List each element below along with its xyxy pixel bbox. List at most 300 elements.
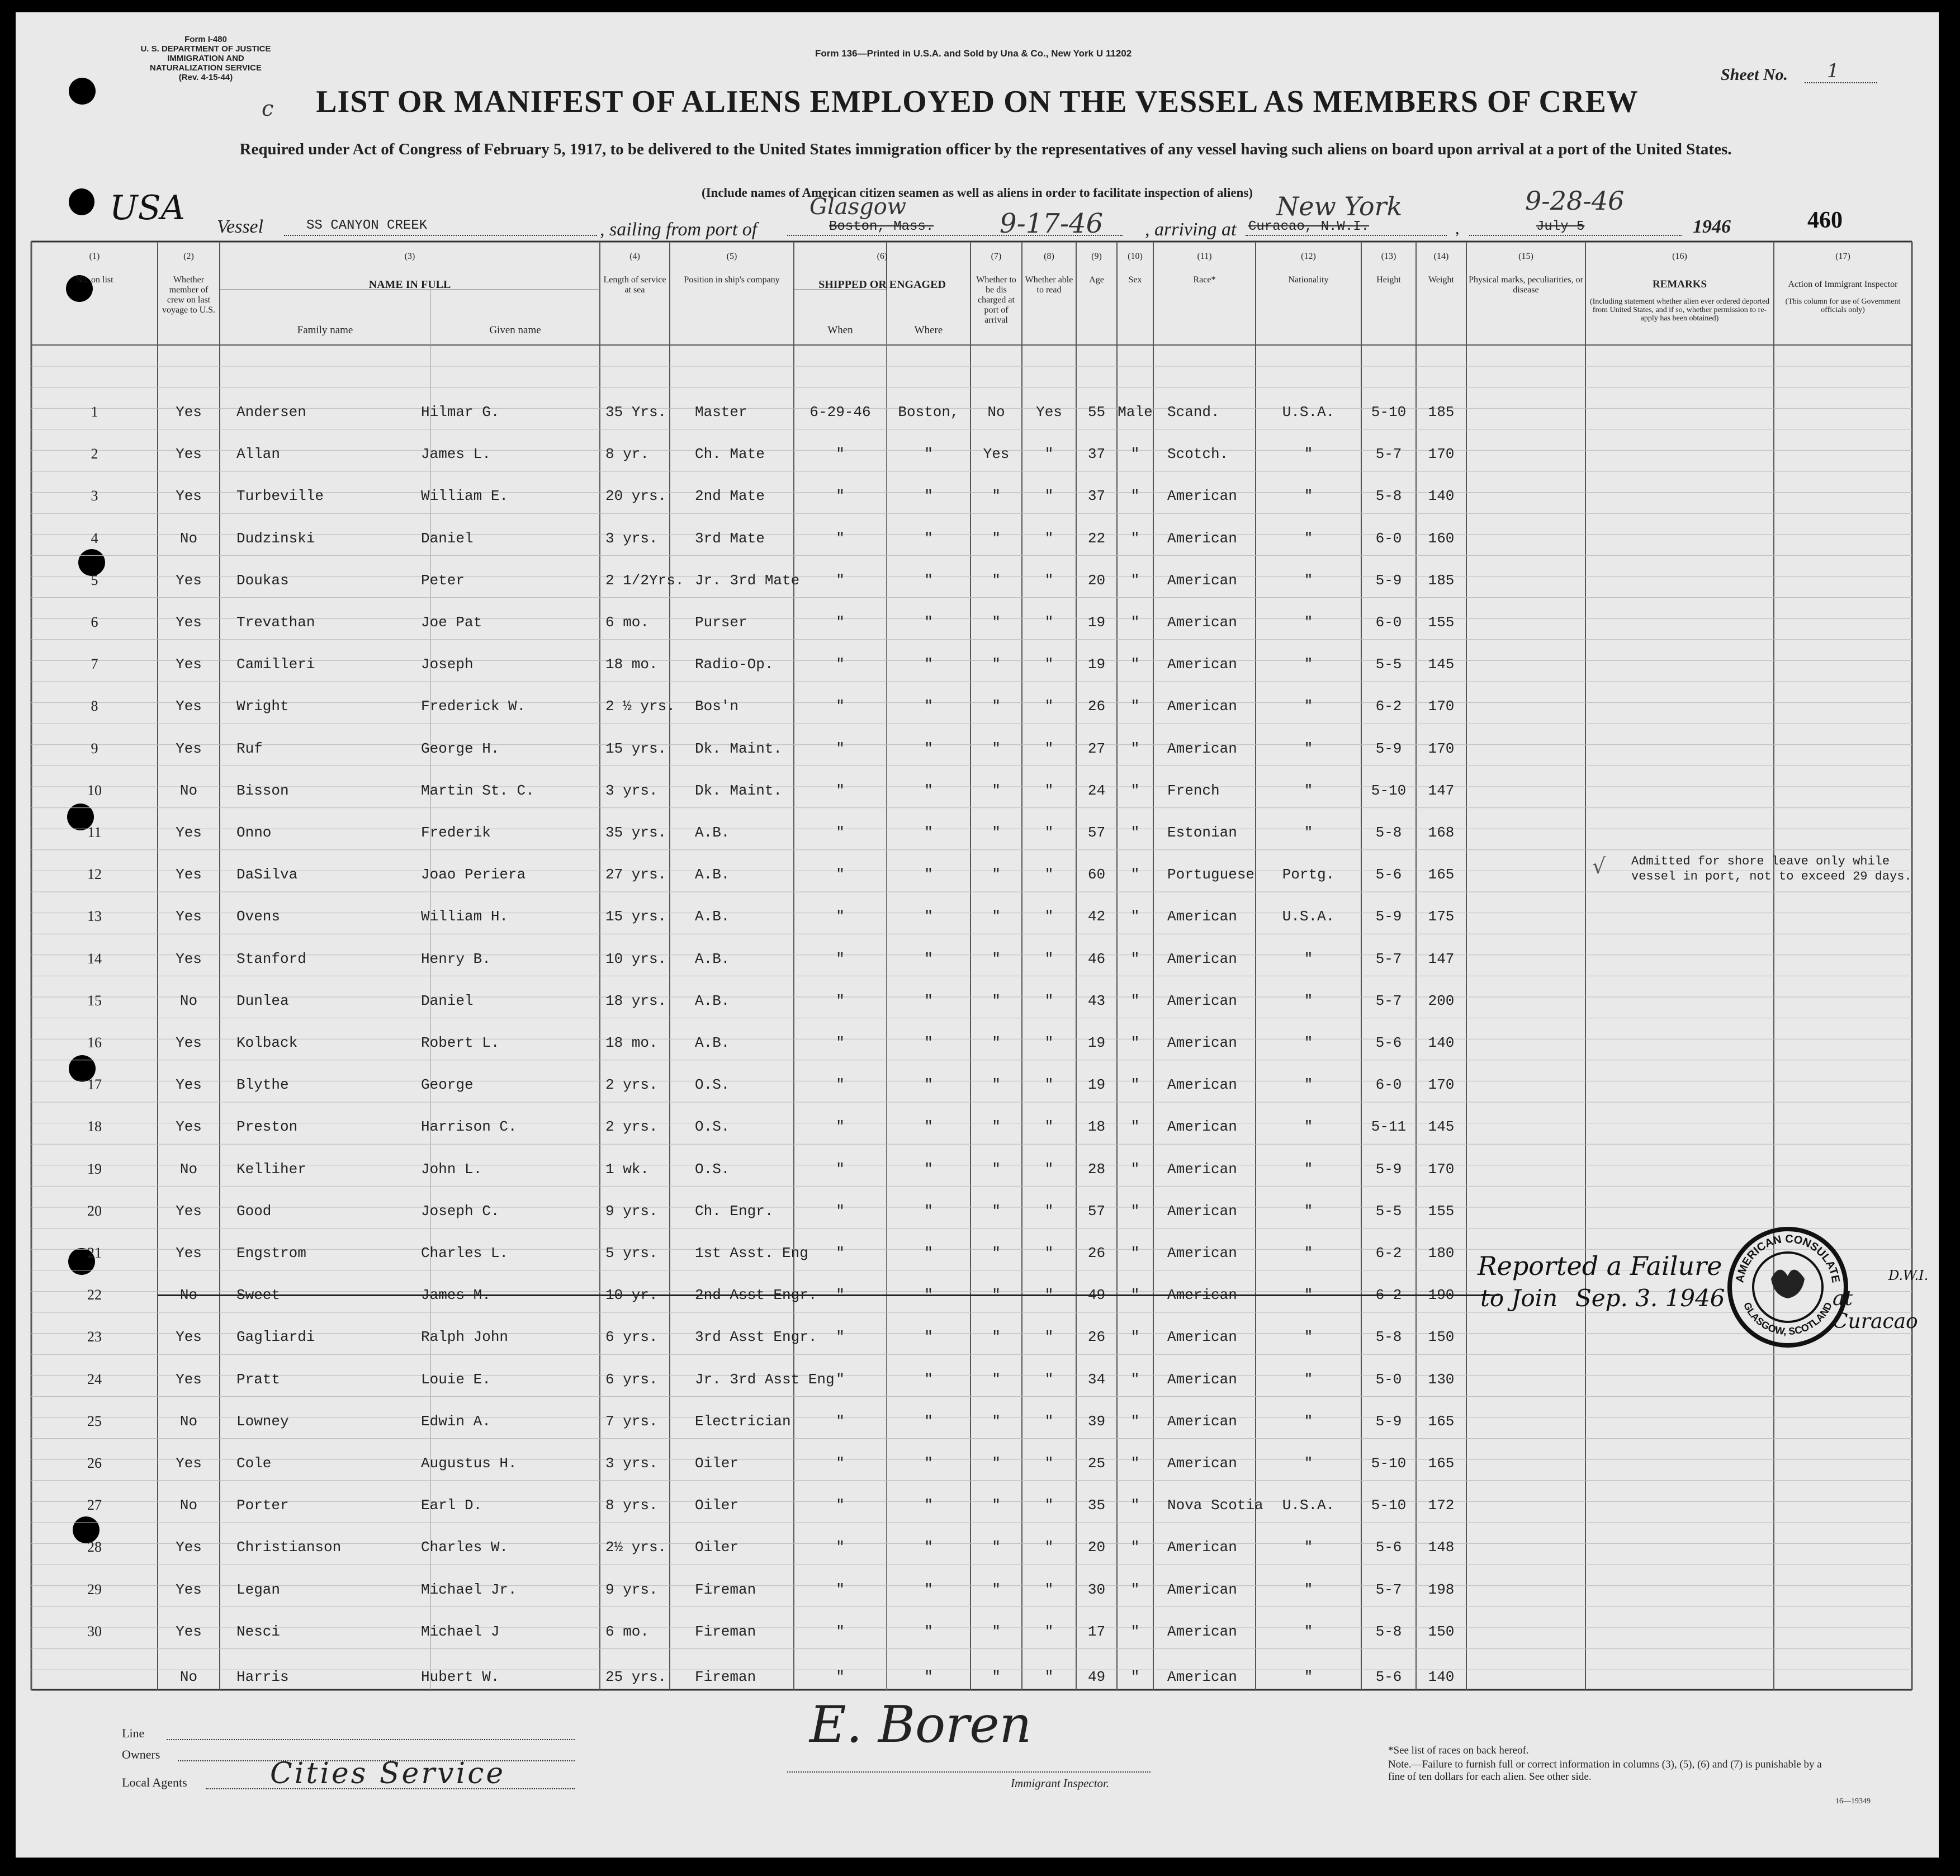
failure-to-join-note: Reported a Failure bbox=[1478, 1251, 1722, 1281]
cell-position: Purser bbox=[695, 614, 747, 631]
cell-prev: Yes bbox=[176, 571, 202, 589]
cell-prev: Yes bbox=[176, 1034, 202, 1051]
cell-where: " bbox=[924, 571, 933, 589]
cell-when: " bbox=[836, 1160, 845, 1178]
cell-disch: " bbox=[992, 824, 1001, 841]
cell-nat: " bbox=[1304, 1160, 1313, 1178]
cell-disch: " bbox=[992, 1034, 1001, 1051]
cell-age: 24 bbox=[1087, 782, 1106, 799]
column-subnote: (Including statement whether alien ever ordered deported from United States, and if so, whether permission to re-apply has been obtained) bbox=[1589, 297, 1770, 323]
cell-service: 15 yrs. bbox=[605, 908, 667, 925]
cell-disch: " bbox=[992, 656, 1001, 673]
cell-sex: " bbox=[1130, 950, 1140, 967]
cell-nat: " bbox=[1304, 950, 1313, 967]
cell-disch: " bbox=[992, 1287, 1001, 1304]
cell-where: " bbox=[924, 1412, 933, 1430]
cell-where: " bbox=[924, 1623, 933, 1640]
cell-prev: No bbox=[179, 530, 198, 547]
cell-read: " bbox=[1044, 1202, 1054, 1220]
cell-service: 3 yrs. bbox=[605, 1455, 658, 1472]
cell-position: Master bbox=[695, 404, 747, 420]
cell-where: " bbox=[924, 1455, 933, 1472]
cell-when: " bbox=[836, 1623, 845, 1640]
cell-disch: " bbox=[992, 950, 1001, 967]
cell-service: 20 yrs. bbox=[605, 488, 667, 505]
cell-height: 5-9 bbox=[1375, 571, 1402, 589]
inspector-signature: E. Boren bbox=[809, 1695, 1032, 1754]
cell-where: " bbox=[924, 1581, 933, 1598]
cell-age: 37 bbox=[1087, 488, 1106, 505]
dwi-note: D.W.I. bbox=[1888, 1268, 1929, 1283]
cell-weight: 130 bbox=[1428, 1371, 1455, 1388]
cell-family: Kelliher bbox=[236, 1160, 306, 1178]
cell-service: 2½ yrs. bbox=[605, 1539, 667, 1556]
cell-no: 5 bbox=[91, 571, 98, 588]
cell-no: 10 bbox=[87, 782, 102, 798]
cell-given: John L. bbox=[421, 1160, 482, 1178]
cell-no: 16 bbox=[87, 1034, 102, 1051]
cell-sex: " bbox=[1130, 1329, 1140, 1346]
cell-disch: " bbox=[992, 1669, 1001, 1685]
cell-nat: U.S.A. bbox=[1282, 1497, 1335, 1514]
cell-height: 5-6 bbox=[1375, 1539, 1402, 1556]
cell-sex: " bbox=[1130, 1287, 1140, 1304]
cell-weight: 170 bbox=[1428, 1076, 1455, 1094]
cell-height: 5-5 bbox=[1375, 656, 1402, 673]
cell-sex: " bbox=[1130, 740, 1140, 757]
cell-prev: No bbox=[179, 1160, 198, 1178]
cell-given: Hilmar G. bbox=[421, 404, 500, 420]
cell-race: American bbox=[1167, 1371, 1237, 1388]
line-label: Line bbox=[122, 1726, 145, 1740]
cell-age: 34 bbox=[1087, 1371, 1106, 1388]
cell-service: 3 yrs. bbox=[605, 782, 658, 799]
cell-height: 5-7 bbox=[1375, 446, 1402, 463]
cell-family: Good bbox=[236, 1202, 272, 1220]
cell-service: 2 yrs. bbox=[605, 1076, 658, 1094]
cell-race: American bbox=[1167, 656, 1237, 673]
cell-prev: Yes bbox=[176, 1581, 202, 1598]
cell-race: American bbox=[1167, 614, 1237, 631]
cell-height: 6-2 bbox=[1375, 1245, 1402, 1261]
cell-disch: " bbox=[992, 1581, 1001, 1598]
cell-sex: " bbox=[1130, 1497, 1140, 1514]
cell-read: " bbox=[1044, 992, 1054, 1009]
cell-disch: " bbox=[992, 1412, 1001, 1430]
cell-nat: " bbox=[1304, 488, 1313, 505]
cell-prev: Yes bbox=[176, 950, 202, 967]
cell-when: " bbox=[836, 446, 845, 463]
form-number: Form I-480 bbox=[184, 35, 227, 44]
cell-given: Louie E. bbox=[421, 1371, 491, 1388]
cell-weight: 145 bbox=[1428, 1118, 1455, 1136]
cell-sex: " bbox=[1130, 1669, 1140, 1685]
corner-mark: c bbox=[262, 96, 274, 121]
cell-nat: U.S.A. bbox=[1282, 404, 1335, 420]
cell-read: " bbox=[1044, 950, 1054, 967]
cell-when: " bbox=[836, 1034, 845, 1051]
cell-given: Martin St. C. bbox=[421, 782, 534, 799]
cell-where: " bbox=[924, 446, 933, 463]
cell-nat: U.S.A. bbox=[1282, 908, 1335, 925]
cell-no: 25 bbox=[87, 1412, 102, 1429]
cell-given: James M. bbox=[421, 1287, 491, 1304]
cell-prev: Yes bbox=[176, 488, 202, 505]
cell-nat: " bbox=[1304, 1581, 1313, 1598]
cell-sex: " bbox=[1130, 824, 1140, 841]
cell-height: 5-8 bbox=[1375, 488, 1402, 505]
cell-no: 3 bbox=[91, 488, 98, 504]
cell-read: " bbox=[1044, 698, 1054, 715]
cell-sex: " bbox=[1130, 1076, 1140, 1094]
cell-nat: " bbox=[1304, 1539, 1313, 1556]
cell-read: " bbox=[1044, 1118, 1054, 1136]
cell-prev: Yes bbox=[176, 1076, 202, 1094]
cell-age: 42 bbox=[1087, 908, 1106, 925]
cell-weight: 180 bbox=[1428, 1245, 1455, 1261]
cell-given: Augustus H. bbox=[421, 1455, 517, 1472]
cell-no: 6 bbox=[91, 614, 98, 630]
cell-service: 8 yr. bbox=[605, 446, 650, 463]
column-number: (5) bbox=[726, 252, 737, 261]
cell-family: Stanford bbox=[236, 950, 306, 967]
cell-nat: " bbox=[1304, 1076, 1313, 1094]
column-subheader: When bbox=[827, 324, 853, 336]
arrival-typed: Curacao, N.W.I. bbox=[1248, 219, 1370, 234]
cell-service: 35 yrs. bbox=[605, 824, 667, 841]
cell-age: 49 bbox=[1087, 1669, 1106, 1685]
cell-nat: " bbox=[1304, 446, 1313, 463]
cell-given: Michael Jr. bbox=[421, 1581, 517, 1598]
cell-where: " bbox=[924, 1202, 933, 1220]
cell-read: " bbox=[1044, 1160, 1054, 1178]
line-field bbox=[167, 1739, 575, 1740]
cell-no: 11 bbox=[87, 824, 102, 840]
cell-nat: " bbox=[1304, 1455, 1313, 1472]
cell-race: French bbox=[1167, 782, 1220, 799]
cell-when: " bbox=[836, 1581, 845, 1598]
cell-when: " bbox=[836, 1371, 845, 1388]
cell-where: " bbox=[924, 530, 933, 547]
cell-when: " bbox=[836, 866, 845, 883]
cell-weight: 150 bbox=[1428, 1623, 1455, 1640]
cell-race: American bbox=[1167, 1287, 1237, 1304]
sheet-number: 1 bbox=[1827, 60, 1839, 82]
cell-prev: No bbox=[179, 782, 198, 799]
remarks-note: Admitted for shore leave only while vessel in port, not to exceed 29 days. bbox=[1631, 854, 1912, 883]
cell-prev: Yes bbox=[176, 1329, 202, 1346]
cell-prev: Yes bbox=[176, 446, 202, 463]
cell-weight: 145 bbox=[1428, 656, 1455, 673]
cell-where: " bbox=[924, 656, 933, 673]
cell-when: " bbox=[836, 1287, 845, 1304]
cell-position: 2nd Asst Engr. bbox=[695, 1287, 817, 1304]
cell-nat: " bbox=[1304, 992, 1313, 1009]
cell-when: " bbox=[836, 908, 845, 925]
cell-read: " bbox=[1044, 1371, 1054, 1388]
cell-height: 5-9 bbox=[1375, 740, 1402, 757]
failure-date: Sep. 3. 1946 bbox=[1575, 1284, 1725, 1312]
cell-race: American bbox=[1167, 1034, 1237, 1051]
cell-where: " bbox=[924, 1118, 933, 1136]
cell-prev: Yes bbox=[176, 698, 202, 715]
cell-read: " bbox=[1044, 1581, 1054, 1598]
cell-when: " bbox=[836, 992, 845, 1009]
cell-read: " bbox=[1044, 1539, 1054, 1556]
column-subheader: Family name bbox=[297, 324, 353, 336]
cell-height: 5-7 bbox=[1375, 992, 1402, 1009]
cell-weight: 165 bbox=[1428, 866, 1455, 883]
cell-race: American bbox=[1167, 908, 1237, 925]
cell-sex: " bbox=[1130, 1455, 1140, 1472]
cell-where: " bbox=[924, 614, 933, 631]
column-number: (6) bbox=[877, 252, 888, 261]
column-number: (15) bbox=[1518, 252, 1533, 261]
cell-height: 5-6 bbox=[1375, 1034, 1402, 1051]
cell-no: 27 bbox=[87, 1497, 102, 1514]
column-header: Race* bbox=[1193, 275, 1216, 285]
cell-disch: " bbox=[992, 1371, 1001, 1388]
cell-given: Edwin A. bbox=[421, 1412, 491, 1430]
cell-disch: " bbox=[992, 1623, 1001, 1640]
cell-race: American bbox=[1167, 1623, 1237, 1640]
cell-when: " bbox=[836, 1202, 845, 1220]
consulate-stamp bbox=[1726, 1226, 1849, 1349]
column-subheader: Where bbox=[914, 324, 943, 336]
cell-family: Doukas bbox=[236, 571, 289, 589]
cell-race: American bbox=[1167, 1329, 1237, 1346]
cell-weight: 185 bbox=[1428, 571, 1455, 589]
cell-height: 5-8 bbox=[1375, 1329, 1402, 1346]
cell-read: " bbox=[1044, 1076, 1054, 1094]
cell-given: George H. bbox=[421, 740, 500, 757]
cell-read: " bbox=[1044, 866, 1054, 883]
cell-given: Joao Periera bbox=[421, 866, 526, 883]
requirement-text: Required under Act of Congress of February 5, 1917, to be delivered to the United States immigration officer by the representatives of any vessel having such aliens on board upon arrival at a port of the United States. bbox=[239, 140, 1732, 158]
cell-weight: 198 bbox=[1428, 1581, 1455, 1598]
column-number: (9) bbox=[1091, 252, 1102, 261]
cell-weight: 172 bbox=[1428, 1497, 1455, 1514]
cell-prev: Yes bbox=[176, 740, 202, 757]
column-number: (17) bbox=[1835, 252, 1850, 261]
cell-read: " bbox=[1044, 782, 1054, 799]
cell-given: Robert L. bbox=[421, 1034, 500, 1051]
cell-when: " bbox=[836, 1497, 845, 1514]
cell-position: Fireman bbox=[695, 1623, 756, 1640]
cell-weight: 200 bbox=[1428, 992, 1455, 1009]
cell-service: 3 yrs. bbox=[605, 530, 658, 547]
cell-race: Estonian bbox=[1167, 824, 1237, 841]
cell-sex: " bbox=[1130, 1118, 1140, 1136]
cell-read: " bbox=[1044, 1623, 1054, 1640]
cell-where: " bbox=[924, 740, 933, 757]
cell-service: 18 yrs. bbox=[605, 992, 667, 1009]
cell-sex: " bbox=[1130, 992, 1140, 1009]
cell-height: 5-8 bbox=[1375, 1623, 1402, 1640]
vessel-name: SS CANYON CREEK bbox=[306, 218, 428, 233]
cell-read: " bbox=[1044, 908, 1054, 925]
column-header: No. on list bbox=[75, 275, 113, 285]
cell-service: 6 yrs. bbox=[605, 1371, 658, 1388]
cell-read: " bbox=[1044, 740, 1054, 757]
cell-when: " bbox=[836, 1076, 845, 1094]
cell-where: " bbox=[924, 1076, 933, 1094]
cell-no: 28 bbox=[87, 1539, 102, 1556]
column-number: (14) bbox=[1433, 252, 1449, 261]
stamp-top-text: AMERICAN CONSULATE bbox=[1734, 1232, 1842, 1284]
cell-family: Blythe bbox=[236, 1076, 289, 1094]
cell-sex: " bbox=[1130, 1245, 1140, 1261]
cell-family: Gagliardi bbox=[236, 1329, 315, 1346]
cell-race: American bbox=[1167, 571, 1237, 589]
cell-given: Joe Pat bbox=[421, 614, 482, 631]
cell-disch: " bbox=[992, 740, 1001, 757]
cell-prev: Yes bbox=[176, 824, 202, 841]
cell-height: 5-10 bbox=[1371, 1455, 1407, 1472]
cell-race: American bbox=[1167, 1581, 1237, 1598]
column-number: (7) bbox=[991, 252, 1002, 261]
cell-position: Fireman bbox=[695, 1669, 756, 1685]
cell-read: " bbox=[1044, 530, 1054, 547]
cell-sex: " bbox=[1130, 698, 1140, 715]
cell-prev: No bbox=[179, 1412, 198, 1430]
cell-given: Joseph bbox=[421, 656, 474, 673]
cell-race: American bbox=[1167, 1202, 1237, 1220]
cell-disch: " bbox=[992, 1539, 1001, 1556]
column-header: Length of service at sea bbox=[603, 275, 666, 295]
cell-weight: 140 bbox=[1428, 1034, 1455, 1051]
cell-age: 27 bbox=[1087, 740, 1106, 757]
cell-position: Fireman bbox=[695, 1581, 756, 1598]
cell-read: " bbox=[1044, 1245, 1054, 1261]
cell-nat: " bbox=[1304, 1202, 1313, 1220]
cell-no: 12 bbox=[87, 866, 102, 883]
cell-read: " bbox=[1044, 1497, 1054, 1514]
cell-prev: No bbox=[179, 992, 198, 1009]
cell-age: 26 bbox=[1087, 1245, 1106, 1261]
cell-where: " bbox=[924, 950, 933, 967]
cell-age: 20 bbox=[1087, 1539, 1106, 1556]
cell-prev: No bbox=[179, 1287, 198, 1304]
cell-no: 8 bbox=[91, 698, 98, 715]
cell-sex: " bbox=[1130, 1371, 1140, 1388]
cell-position: A.B. bbox=[695, 950, 730, 967]
cell-age: 26 bbox=[1087, 1329, 1106, 1346]
cell-race: American bbox=[1167, 1160, 1237, 1178]
cell-nat: " bbox=[1304, 614, 1313, 631]
cell-nat: " bbox=[1304, 1034, 1313, 1051]
cell-given: William E. bbox=[421, 488, 509, 505]
cell-age: 19 bbox=[1087, 614, 1106, 631]
cell-age: 20 bbox=[1087, 571, 1106, 589]
cell-disch: " bbox=[992, 571, 1001, 589]
cell-read: " bbox=[1044, 614, 1054, 631]
cell-prev: No bbox=[179, 1497, 198, 1514]
cell-nat: " bbox=[1304, 1412, 1313, 1430]
cell-race: Nova Scotia bbox=[1167, 1497, 1263, 1514]
column-header: NAME IN FULL bbox=[368, 278, 451, 291]
cell-where: " bbox=[924, 1245, 933, 1261]
column-number: (10) bbox=[1128, 252, 1143, 261]
cell-weight: 170 bbox=[1428, 740, 1455, 757]
cell-service: 8 yrs. bbox=[605, 1497, 658, 1514]
cell-age: 19 bbox=[1087, 656, 1106, 673]
cell-age: 60 bbox=[1087, 866, 1106, 883]
cell-height: 5-7 bbox=[1375, 950, 1402, 967]
cell-family: Andersen bbox=[236, 404, 306, 420]
cell-disch: No bbox=[987, 404, 1005, 420]
cell-where: " bbox=[924, 1034, 933, 1051]
cell-family: Pratt bbox=[236, 1371, 281, 1388]
cell-height: 6-2 bbox=[1375, 698, 1402, 715]
cell-weight: 170 bbox=[1428, 1160, 1455, 1178]
cell-no: 7 bbox=[91, 656, 98, 673]
cell-given: Earl D. bbox=[421, 1497, 482, 1514]
cell-height: 5-0 bbox=[1375, 1371, 1402, 1388]
cell-service: 6 mo. bbox=[605, 614, 650, 631]
cell-read: " bbox=[1044, 824, 1054, 841]
cell-disch: " bbox=[992, 1160, 1001, 1178]
cell-sex: " bbox=[1130, 530, 1140, 547]
cell-position: 1st Asst. Eng bbox=[695, 1245, 808, 1261]
cell-race: American bbox=[1167, 992, 1237, 1009]
cell-given: Charles W. bbox=[421, 1539, 509, 1556]
cell-age: 30 bbox=[1087, 1581, 1106, 1598]
cell-weight: 175 bbox=[1428, 908, 1455, 925]
agents-handwritten: Cities Service bbox=[270, 1757, 506, 1790]
port-typed: Boston, Mass. bbox=[829, 219, 934, 234]
cell-position: Oiler bbox=[695, 1497, 739, 1514]
cell-age: 26 bbox=[1087, 698, 1106, 715]
cell-no: 14 bbox=[87, 950, 102, 967]
cell-disch: Yes bbox=[983, 446, 1010, 463]
cell-weight: 155 bbox=[1428, 1202, 1455, 1220]
cell-where: " bbox=[924, 1669, 933, 1685]
cell-race: American bbox=[1167, 1669, 1237, 1685]
cell-height: 5-7 bbox=[1375, 1581, 1402, 1598]
cell-where: " bbox=[924, 1160, 933, 1178]
cell-height: 5-10 bbox=[1371, 404, 1407, 420]
cell-prev: Yes bbox=[176, 908, 202, 925]
cell-no: 22 bbox=[87, 1287, 102, 1303]
cell-given: Henry B. bbox=[421, 950, 491, 967]
column-number: (16) bbox=[1672, 252, 1687, 261]
cell-race: American bbox=[1167, 950, 1237, 967]
cell-prev: Yes bbox=[176, 404, 202, 420]
column-header: Whether able to read bbox=[1025, 275, 1073, 295]
cell-disch: " bbox=[992, 530, 1001, 547]
cell-when: " bbox=[836, 1329, 845, 1346]
date-typed: July 5 bbox=[1536, 219, 1585, 234]
cell-given: James L. bbox=[421, 446, 491, 463]
cell-family: Bisson bbox=[236, 782, 289, 799]
cell-nat: " bbox=[1304, 1623, 1313, 1640]
cell-age: 57 bbox=[1087, 1202, 1106, 1220]
cell-sex: " bbox=[1130, 1623, 1140, 1640]
cell-position: Jr. 3rd Mate bbox=[695, 571, 800, 589]
cell-when: " bbox=[836, 1118, 845, 1136]
cell-age: 35 bbox=[1087, 1497, 1106, 1514]
cell-service: 6 mo. bbox=[605, 1623, 650, 1640]
cell-when: " bbox=[836, 614, 845, 631]
cell-disch: " bbox=[992, 1455, 1001, 1472]
cell-no: 20 bbox=[87, 1202, 102, 1219]
column-header: Position in ship's company bbox=[684, 275, 780, 285]
cell-given: Joseph C. bbox=[421, 1202, 500, 1220]
cell-prev: Yes bbox=[176, 1623, 202, 1640]
curacao-note: at Curacao bbox=[1833, 1287, 1918, 1333]
cell-age: 46 bbox=[1087, 950, 1106, 967]
